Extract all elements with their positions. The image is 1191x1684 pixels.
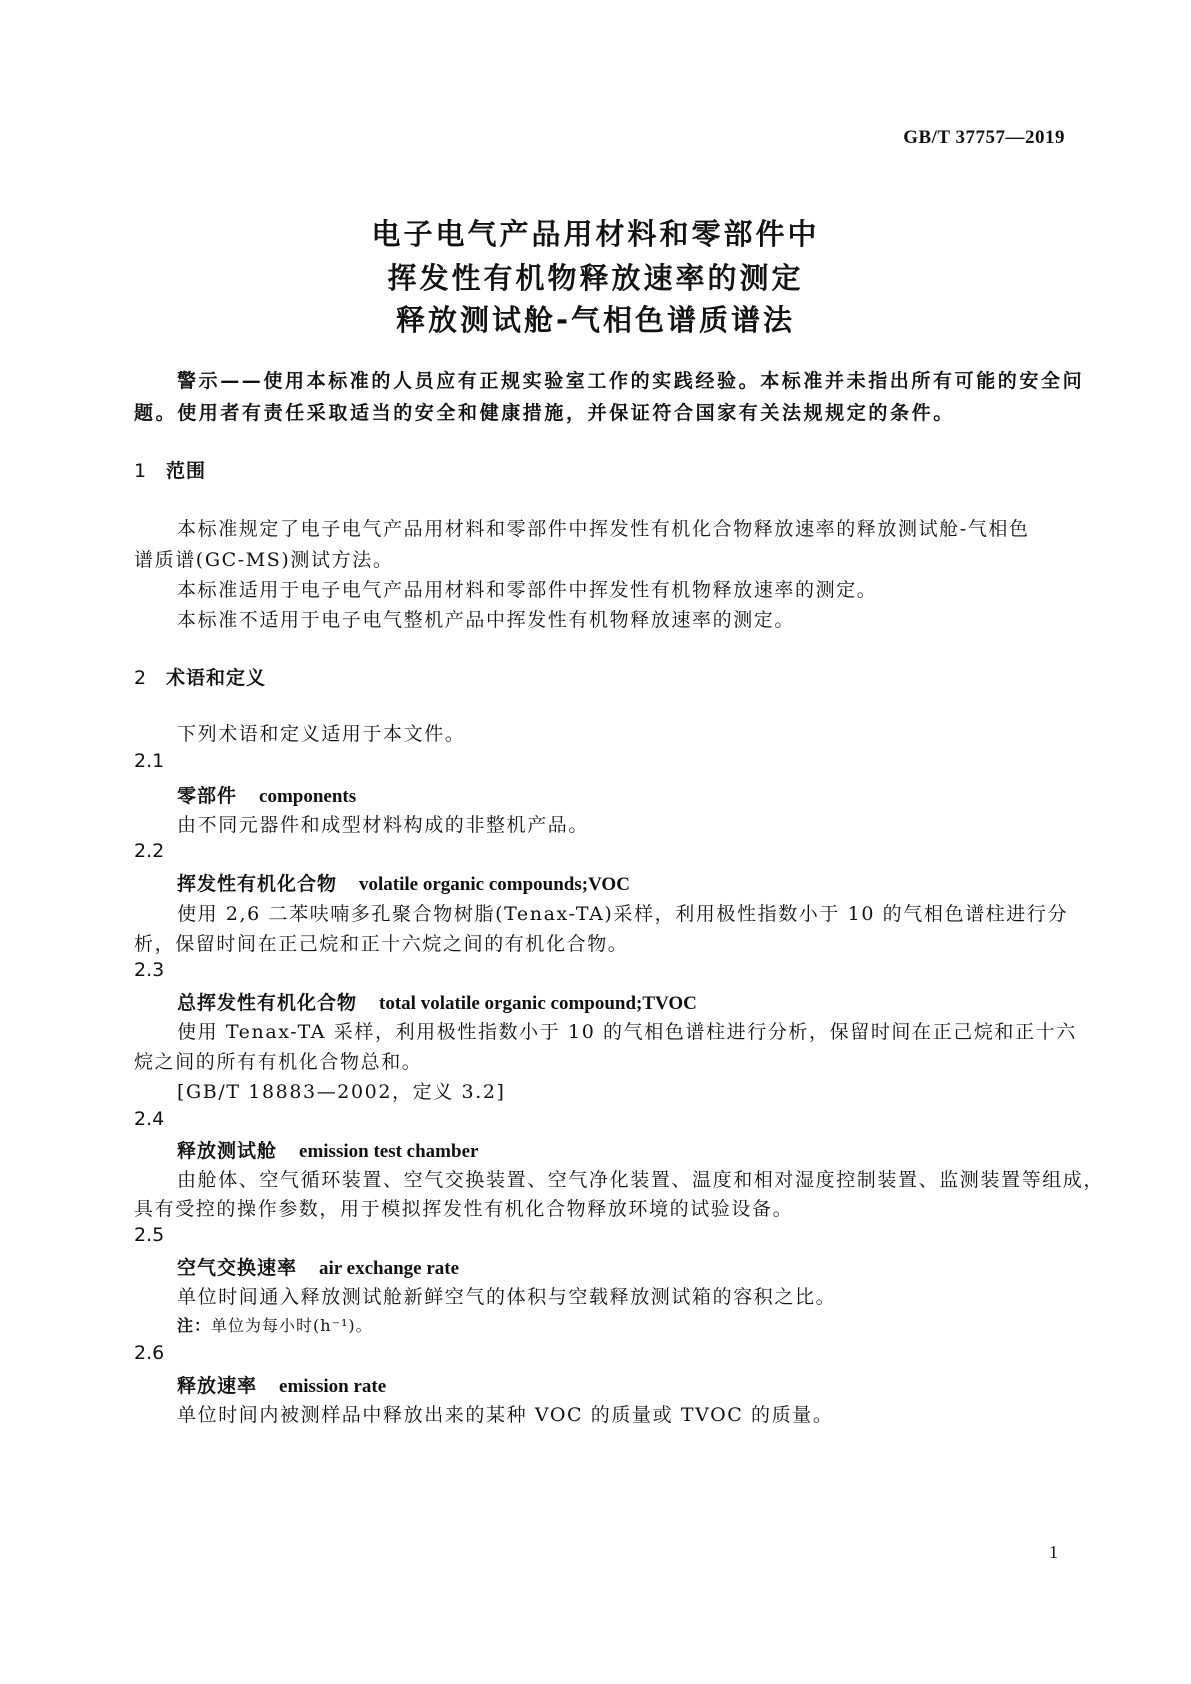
clause-number: 2.6 [134,1342,165,1364]
clause-number: 2.2 [134,840,165,862]
definition: 单位时间内被测样品中释放出来的某种 VOC 的质量或 TVOC 的质量。 [177,1404,834,1426]
term-en: emission test chamber [299,1141,479,1162]
term-zh: 释放速率 [177,1375,258,1397]
term-en: emission rate [279,1376,387,1397]
section-2-heading [134,663,266,690]
term-heading [177,1136,478,1163]
term-en: air exchange rate [319,1258,460,1279]
paragraph: 本标准适用于电子电气产品用材料和零部件中挥发性有机物释放速率的测定。 [177,579,878,601]
term-en: components [259,786,357,807]
warning-line-2: 题。使用者有责任采取适当的安全和健康措施，并保证符合国家有关法规规定的条件。 [134,402,955,424]
section-number: 1 [134,460,148,482]
definition: 单位时间通入释放测试舱新鲜空气的体积与空载释放测试箱的容积之比。 [177,1286,837,1308]
paragraph: 本标准规定了电子电气产品用材料和零部件中挥发性有机化合物释放速率的释放测试舱-气相色 [177,518,1030,540]
note [177,1313,373,1336]
term-en: volatile organic compounds;VOC [359,874,630,895]
term-zh: 空气交换速率 [177,1257,298,1279]
note-label: 注： [177,1316,212,1335]
definition: 由不同元器件和成型材料构成的非整机产品。 [177,814,590,836]
definition: 使用 2,6 二苯呋喃多孔聚合物树脂(Tenax-TA)采样，利用极性指数小于 10 的气相色谱柱进行分 [177,903,1069,925]
definition-continuation: 析，保留时间在正己烷和正十六烷之间的有机化合物。 [134,933,629,955]
clause-number: 2.4 [134,1108,165,1130]
term-heading [177,869,630,896]
definition-source: [GB/T 18883—2002，定义 3.2] [177,1081,506,1103]
section-title: 范围 [166,460,207,482]
section-number: 2 [134,667,148,689]
clause-number: 2.5 [134,1224,165,1246]
term-zh: 释放测试舱 [177,1140,278,1162]
page-number: 1 [1049,1542,1058,1562]
term-heading [177,1253,459,1280]
title-line-1: 电子电气产品用材料和零部件中 [371,217,820,251]
standard-number: GB/T 37757—2019 [903,127,1065,148]
section-1-heading [134,456,206,483]
term-zh: 零部件 [177,785,238,807]
paragraph: 本标准不适用于电子电气整机产品中挥发性有机物释放速率的测定。 [177,609,796,631]
term-zh: 挥发性有机化合物 [177,873,338,895]
term-heading [177,1371,386,1398]
term-heading [177,781,356,808]
definition-continuation: 具有受控的操作参数，用于模拟挥发性有机化合物释放环境的试验设备。 [134,1198,794,1220]
definition: 由舱体、空气循环装置、空气交换装置、空气净化装置、温度和相对湿度控制装置、监测装置等组成， [177,1169,1105,1191]
definition-continuation: 烷之间的所有有机化合物总和。 [134,1051,423,1073]
section-title: 术语和定义 [166,667,267,689]
clause-number: 2.1 [134,750,165,772]
title-line-2: 挥发性有机物释放速率的测定 [387,261,804,295]
warning-line-1: 警示——使用本标准的人员应有正规实验室工作的实践经验。本标准并未指出所有可能的安全问 [177,370,1085,392]
paragraph: 下列术语和定义适用于本文件。 [177,723,466,745]
term-heading [177,988,697,1015]
clause-number: 2.3 [134,959,165,981]
term-en: total volatile organic compound;TVOC [379,993,697,1014]
paragraph-continuation: 谱质谱(GC-MS)测试方法。 [134,549,394,571]
definition: 使用 Tenax-TA 采样，利用极性指数小于 10 的气相色谱柱进行分析，保留时间在正己烷和正十六 [177,1021,1077,1043]
note-text: 单位为每小时(h⁻¹)。 [211,1316,373,1335]
term-zh: 总挥发性有机化合物 [177,992,358,1014]
title-line-3: 释放测试舱-气相色谱质谱法 [395,303,796,337]
